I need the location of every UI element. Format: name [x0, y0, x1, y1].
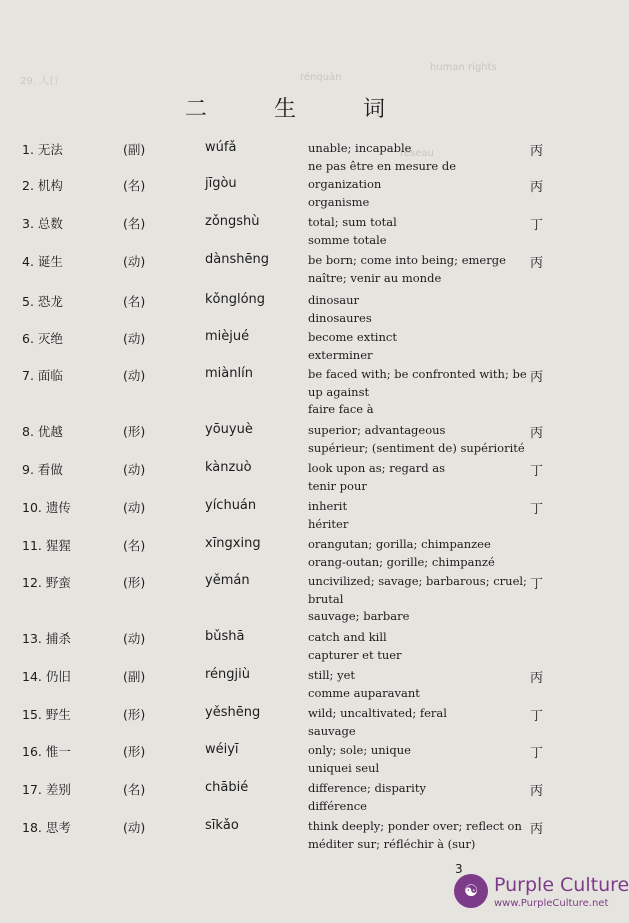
- entry-definition: [308, 252, 530, 287]
- entry-word: 14. 仍旧: [22, 669, 71, 684]
- bleed-through-text: human rights: [430, 62, 497, 73]
- watermark-url: www.PurpleCulture.net: [494, 898, 609, 909]
- entry-pinyin: wéiyī: [205, 742, 239, 757]
- entry-word: 3. 总数: [22, 216, 63, 231]
- entry-word: 18. 思考: [22, 820, 71, 835]
- entry-definition: [308, 629, 530, 664]
- entry-part-of-speech: (动): [123, 500, 146, 515]
- definition-line: total; sum total: [308, 215, 397, 229]
- definition-line: superior; advantageous: [308, 423, 446, 437]
- entry-definition: [308, 536, 530, 571]
- definition-line: still; yet: [308, 668, 356, 682]
- entry-pinyin: jīgòu: [205, 176, 237, 191]
- definition-line: capturer et tuer: [308, 647, 402, 662]
- entry-pinyin: dànshēng: [205, 252, 269, 267]
- entry-definition: [308, 366, 530, 419]
- entry-definition: [308, 176, 530, 211]
- entry-word: 17. 差别: [22, 782, 71, 797]
- purple-culture-logo-icon: ☯: [454, 874, 488, 908]
- definition-line: wild; uncaltivated; feral: [308, 706, 447, 720]
- entry-pinyin: xīngxing: [205, 536, 261, 551]
- bleed-through-text: 29. 人行: [20, 76, 60, 87]
- definition-line: sauvage; barbare: [308, 609, 410, 623]
- watermark-brand: Purple Culture: [494, 874, 629, 896]
- entry-word: 2. 机构: [22, 178, 63, 193]
- entry-part-of-speech: (动): [123, 462, 146, 477]
- definition-line: comme auparavant: [308, 685, 420, 700]
- entry-part-of-speech: (形): [123, 575, 146, 590]
- definition-line: dinosaur: [308, 293, 360, 307]
- entry-pinyin: chābié: [205, 780, 249, 795]
- entry-word: 15. 野生: [22, 707, 71, 722]
- definition-line: dinosaures: [308, 310, 372, 325]
- definition-line: supérieur; (sentiment de) supériorité: [308, 440, 525, 455]
- entry-level: 丁: [530, 218, 544, 233]
- entry-level: 丙: [530, 180, 544, 195]
- entry-word: 12. 野蛮: [22, 575, 71, 590]
- definition-line: méditer sur; réfléchir à (sur): [308, 836, 476, 851]
- entry-definition: [308, 460, 530, 495]
- definition-line: sauvage: [308, 723, 356, 738]
- entry-pinyin: réngjiù: [205, 667, 251, 682]
- entry-part-of-speech: (动): [123, 631, 146, 646]
- entry-part-of-speech: (副): [123, 142, 146, 157]
- entry-part-of-speech: (形): [123, 424, 146, 439]
- entry-definition: [308, 818, 530, 853]
- definition-line: exterminer: [308, 347, 373, 362]
- entry-part-of-speech: (名): [123, 782, 146, 797]
- entry-word: 4. 诞生: [22, 254, 63, 269]
- entry-definition: [308, 705, 530, 740]
- definition-line: uniquei seul: [308, 760, 380, 775]
- definition-line: uncivilized; savage; barbarous; cruel;: [308, 574, 527, 588]
- purple-culture-watermark: [454, 868, 629, 918]
- definition-line: brutal: [308, 591, 344, 606]
- entry-level: 丁: [530, 464, 544, 479]
- definition-line: only; sole; unique: [308, 743, 411, 757]
- entry-definition: [308, 498, 530, 533]
- bleed-through-text: rénquàn: [300, 72, 342, 83]
- entry-definition: [308, 214, 530, 249]
- entry-word: 9. 看做: [22, 462, 63, 477]
- entry-pinyin: kànzuò: [205, 460, 252, 475]
- entry-level: 丙: [530, 370, 544, 385]
- entry-part-of-speech: (名): [123, 294, 146, 309]
- entry-pinyin: bǔshā: [205, 629, 245, 644]
- definition-line: organization: [308, 177, 382, 191]
- entry-word: 7. 面临: [22, 368, 63, 383]
- definition-line: up against: [308, 384, 370, 399]
- entry-word: 10. 遗传: [22, 500, 71, 515]
- definition-line: hériter: [308, 516, 349, 531]
- definition-line: become extinct: [308, 330, 397, 344]
- entry-pinyin: kǒnglóng: [205, 292, 266, 307]
- entry-part-of-speech: (动): [123, 368, 146, 383]
- definition-line: tenir pour: [308, 478, 367, 493]
- entry-definition: [308, 292, 530, 327]
- entry-pinyin: yōuyuè: [205, 422, 253, 437]
- entry-part-of-speech: (名): [123, 538, 146, 553]
- entry-pinyin: mièjué: [205, 329, 250, 344]
- entry-pinyin: yěshēng: [205, 705, 261, 720]
- entry-level: 丙: [530, 822, 544, 837]
- entry-level: 丙: [530, 784, 544, 799]
- definition-line: look upon as; regard as: [308, 461, 445, 475]
- entry-pinyin: yíchuán: [205, 498, 257, 513]
- definition-line: somme totale: [308, 232, 387, 247]
- entry-level: 丙: [530, 144, 544, 159]
- definition-line: différence: [308, 798, 367, 813]
- entry-pinyin: sīkǎo: [205, 818, 239, 833]
- entry-level: 丙: [530, 256, 544, 271]
- entry-level: 丙: [530, 671, 544, 686]
- definition-line: catch and kill: [308, 630, 387, 644]
- entry-pinyin: zǒngshù: [205, 214, 260, 229]
- page-number: 3: [455, 862, 463, 876]
- entry-word: 13. 捕杀: [22, 631, 71, 646]
- entry-level: 丁: [530, 709, 544, 724]
- entry-part-of-speech: (形): [123, 707, 146, 722]
- definition-line: ne pas être en mesure de: [308, 158, 457, 173]
- entry-word: 16. 惟一: [22, 744, 71, 759]
- definition-line: organisme: [308, 194, 370, 209]
- entry-word: 1. 无法: [22, 142, 63, 157]
- definition-line: be faced with; be confronted with; be: [308, 367, 527, 381]
- definition-line: orang-outan; gorille; chimpanzé: [308, 554, 495, 569]
- entry-word: 5. 恐龙: [22, 294, 63, 309]
- entry-definition: [308, 780, 530, 815]
- entry-pinyin: miànlín: [205, 366, 253, 381]
- entry-level: 丁: [530, 577, 544, 592]
- definition-line: think deeply; ponder over; reflect on: [308, 819, 522, 833]
- entry-definition: [308, 573, 530, 626]
- entry-pinyin: wúfǎ: [205, 140, 237, 155]
- definition-line: naître; venir au monde: [308, 270, 442, 285]
- entry-part-of-speech: (形): [123, 744, 146, 759]
- entry-level: 丁: [530, 502, 544, 517]
- entry-word: 8. 优越: [22, 424, 63, 439]
- entry-level: 丙: [530, 426, 544, 441]
- entry-part-of-speech: (名): [123, 178, 146, 193]
- entry-level: 丁: [530, 746, 544, 761]
- definition-line: be born; come into being; emerge: [308, 253, 506, 267]
- definition-line: inherit: [308, 499, 348, 513]
- entry-definition: [308, 329, 530, 364]
- entry-part-of-speech: (名): [123, 216, 146, 231]
- definition-line: orangutan; gorilla; chimpanzee: [308, 537, 491, 551]
- definition-line: faire face à: [308, 402, 374, 416]
- entry-part-of-speech: (动): [123, 820, 146, 835]
- definition-line: unable; incapable: [308, 141, 412, 155]
- entry-word: 6. 灭绝: [22, 331, 63, 346]
- entry-definition: [308, 422, 530, 457]
- entry-word: 11. 猩猩: [22, 538, 71, 553]
- entry-definition: [308, 742, 530, 777]
- entry-pinyin: yěmán: [205, 573, 250, 588]
- definition-line: difference; disparity: [308, 781, 426, 795]
- entry-definition: [308, 667, 530, 702]
- entry-part-of-speech: (副): [123, 669, 146, 684]
- bleed-through-text: réseau: [400, 148, 434, 159]
- entry-part-of-speech: (动): [123, 254, 146, 269]
- entry-definition: [308, 140, 530, 175]
- entry-part-of-speech: (动): [123, 331, 146, 346]
- page-title: 二 生 词: [185, 97, 415, 122]
